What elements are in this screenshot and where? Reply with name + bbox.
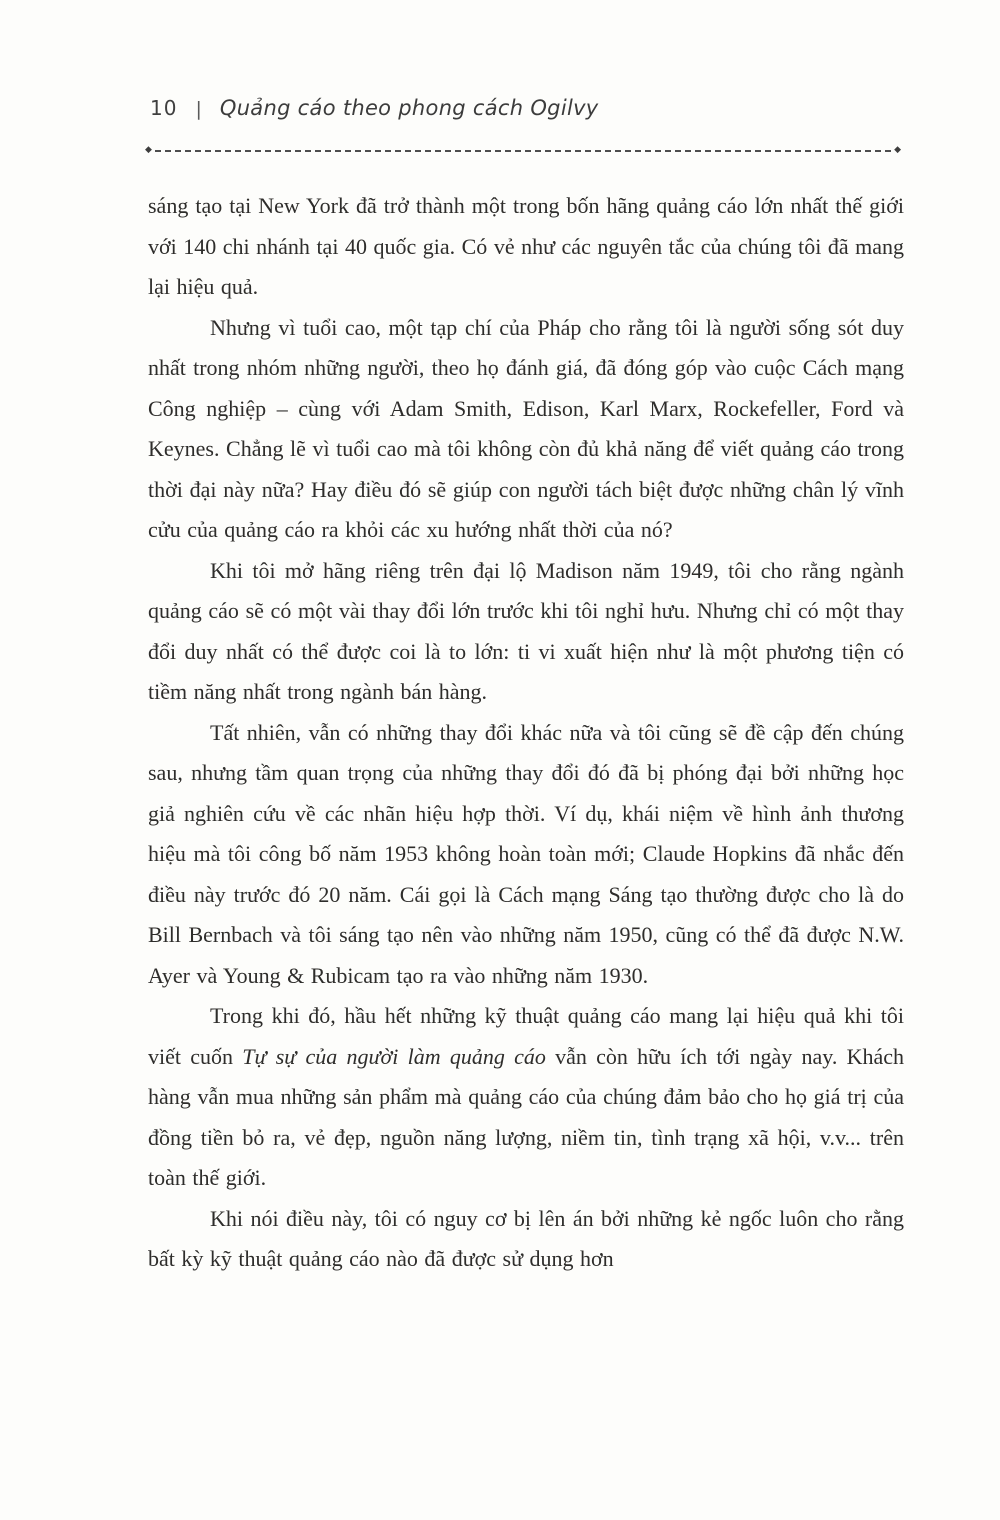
- paragraph-segment: vẫn còn hữu ích tới ngày nay. Khách hàng vẫn mua những sản phẩm mà quảng cáo của chúng đảm bảo cho họ giá trị của đồng tiền bỏ ra, vẻ đẹp, nguồn năng lượng, niềm tin, tình trạng xã hội, v.v... trên toàn thế giới.: [148, 1043, 904, 1190]
- paragraph: [148, 996, 904, 1199]
- paragraph: Nhưng vì tuổi cao, một tạp chí của Pháp cho rằng tôi là người sống sót duy nhất trong nhóm những người, theo họ đánh giá, đã đóng góp vào cuộc Cách mạng Công nghiệp – cùng với Adam Smith, Edison, Karl Marx, Rockefeller, Ford và Keynes. Chẳng lẽ vì tuổi cao mà tôi không còn đủ khả năng để viết quảng cáo trong thời đại này nữa? Hay điều đó sẽ giúp con người tách biệt được những chân lý vĩnh cửu của quảng cáo ra khỏi các xu hướng nhất thời của nó?: [148, 314, 904, 542]
- paragraph: Khi nói điều này, tôi có nguy cơ bị lên án bởi những kẻ ngốc luôn cho rằng bất kỳ kỹ thuật quảng cáo nào đã được sử dụng hơn: [148, 1205, 904, 1271]
- divider-dashed-line: [155, 150, 891, 152]
- divider-diamond-icon: ◆: [145, 144, 152, 154]
- paragraph: Tất nhiên, vẫn có những thay đổi khác nữa và tôi cũng sẽ đề cập đến chúng sau, nhưng tầm quan trọng của những thay đổi đó đã bị phóng đại bởi những học giả nghiên cứu về các nhãn hiệu hợp thời. Ví dụ, khái niệm về hình ảnh thương hiệu mà tôi công bố năm 1953 không hoàn toàn mới; Claude Hopkins đã nhắc đến điều này trước đó 20 năm. Cái gọi là Cách mạng Sáng tạo thường được cho là do Bill Bernbach và tôi sáng tạo nên vào những năm 1950, cũng có thể đã được N.W. Ayer và Young & Rubicam tạo ra vào những năm 1930.: [148, 719, 904, 988]
- paragraph: Khi tôi mở hãng riêng trên đại lộ Madison năm 1949, tôi cho rằng ngành quảng cáo sẽ có một vài thay đổi lớn trước khi tôi nghỉ hưu. Nhưng chỉ có một thay đổi duy nhất có thể được coi là to lớn: ti vi xuất hiện như là một phương tiện có tiềm năng nhất trong ngành bán hàng.: [148, 557, 904, 704]
- paragraph-segment: Trong khi đó, hầu hết những kỹ thuật quảng cáo mang lại hiệu quả khi tôi viết cuốn: [148, 1003, 904, 1069]
- running-title: Quảng cáo theo phong cách Ogilvy: [219, 96, 599, 120]
- header-divider: [145, 146, 901, 155]
- header-separator: |: [195, 98, 202, 120]
- divider-diamond-icon: ◆: [894, 144, 901, 154]
- page-number: 10: [150, 96, 178, 120]
- page-header: [150, 96, 900, 120]
- paragraph: sáng tạo tại New York đã trở thành một trong bốn hãng quảng cáo lớn nhất thế giới với 140 chi nhánh tại 40 quốc gia. Có vẻ như các nguyên tắc của chúng tôi đã mang lại hiệu quả.: [148, 193, 904, 299]
- body-text: [148, 186, 904, 1280]
- book-title-italic: Tự sự của người làm quảng cáo: [242, 1043, 546, 1069]
